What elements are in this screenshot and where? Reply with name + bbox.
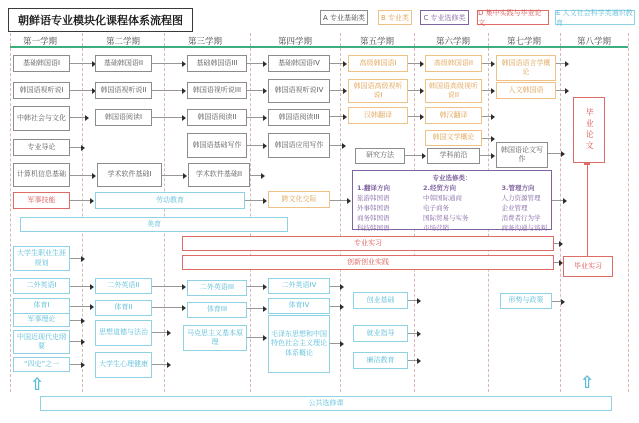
flow-arrow: [247, 337, 266, 338]
course-situation-policy: 形势与政策: [500, 293, 552, 309]
course-korean-literature-intro: 韩国文学概论: [425, 130, 482, 146]
flow-arrow: [408, 360, 420, 361]
flow-arrow: [408, 90, 423, 91]
semester-header-5: 第五学期: [359, 37, 394, 47]
flow-arrow: [408, 333, 420, 334]
semester-header-7: 第七学期: [506, 37, 541, 47]
course-employment-guidance: 就业指导: [353, 325, 408, 342]
flow-arrow: [70, 258, 84, 259]
flow-arrow: [482, 63, 494, 64]
course-basic-korean-2: 基础韩国语II: [95, 55, 152, 72]
flow-arrow: [70, 147, 84, 148]
flow-arrow: [152, 364, 170, 365]
flow-arrow: [405, 155, 425, 156]
elective-translation-track: 1.翻译方向 旅游韩国语 外事韩国语 商务韩国语 科技韩国语: [357, 184, 390, 232]
course-korean-reading-2: 韩国语阅读II: [187, 109, 247, 126]
course-advanced-korean-2: 高级韩国语II: [425, 55, 482, 72]
course-moral-rule-of-law: 思想道德与法治: [95, 320, 152, 346]
course-marxism-principles: 马克思主义基本原理: [183, 325, 247, 351]
course-research-methods: 研究方法: [355, 148, 405, 164]
course-chinese-korean-translation: 汉韩翻译: [348, 107, 408, 124]
elective-directions-box: [352, 170, 552, 230]
course-korean-basic-writing: 韩国语基础写作: [187, 133, 247, 158]
course-major-intro: 专业导论: [13, 139, 70, 156]
course-academic-software-1: 学术软件基础I: [97, 163, 162, 187]
course-advanced-korean-av-1: 韩国语高级视听说I: [348, 79, 408, 103]
course-integrity-education: 廉洁教育: [353, 352, 408, 369]
flow-arrow: [482, 138, 494, 139]
flow-arrow: [330, 116, 346, 117]
elective-trade-track: 2.经贸方向 中韩国际通商 电子商务 国际贸易与实务 市场营销: [423, 184, 469, 232]
flow-arrow: [247, 90, 266, 91]
course-pe-3: 体育III: [187, 302, 247, 318]
course-college-mental-health: 大学生心理健康: [95, 352, 152, 378]
flow-arrow: [330, 306, 343, 307]
flow-arrow: [152, 90, 185, 91]
flow-arrow: [247, 117, 266, 118]
up-arrow-icon: ⇧: [30, 375, 45, 395]
semester-header-2: 第二学期: [105, 37, 140, 47]
flow-arrow: [548, 153, 564, 154]
flow-arrow: [330, 90, 346, 91]
professional-internship-bar: 专业实习: [182, 236, 554, 251]
flow-arrow: [552, 301, 564, 302]
flow-arrow: [70, 175, 95, 176]
course-basic-korean-1: 基础韩国语I: [13, 55, 70, 72]
course-china-korea-society-culture: 中韩社会与文化: [13, 106, 70, 131]
course-pe-1: 体育I: [13, 298, 70, 314]
flow-arrow: [247, 145, 266, 146]
course-korean-reading-3: 韩国语阅读III: [268, 109, 330, 126]
flow-arrow: [556, 63, 568, 64]
flow-arrow: [330, 200, 350, 201]
flow-arrow: [152, 286, 185, 287]
course-entrepreneurship-basics: 创业基础: [353, 292, 408, 309]
course-academic-software-2: 学术软件基础II: [188, 163, 250, 187]
semester-header-8: 第八学期: [576, 37, 611, 47]
flow-arrow: [70, 341, 84, 342]
course-second-english-4: 二外英语IV: [268, 278, 330, 294]
course-korean-thesis-writing: 韩国语论文写作: [496, 142, 548, 168]
course-pe-2: 体育II: [95, 300, 152, 316]
flow-arrow: [408, 116, 423, 117]
public-electives-bar: 公共选修课: [40, 396, 612, 411]
course-korean-av-2: 韩国语视听说II: [95, 82, 152, 99]
semester-header-3: 第三学期: [187, 37, 222, 47]
course-career-planning: 大学生职业生涯规划: [13, 246, 70, 271]
course-second-english-2: 二外英语II: [95, 278, 152, 294]
flow-arrow: [554, 262, 562, 263]
legend-item-d: D 集中实践与毕业论文: [477, 10, 549, 25]
flow-arrow: [70, 320, 84, 321]
course-pe-4: 体育IV: [268, 298, 330, 314]
flow-arrow: [247, 286, 266, 287]
legend-item-c: C 专业选修类: [420, 10, 469, 25]
course-military-skills: 军事技能: [13, 192, 70, 209]
course-aesthetic-education: 美育: [20, 217, 288, 232]
graduation-internship-box: 毕业实习: [563, 256, 613, 277]
legend-item-b: B 专业类: [378, 10, 412, 25]
flow-arrow: [552, 200, 566, 201]
flow-arrow: [408, 63, 423, 64]
semester-header-1: 第一学期: [22, 37, 57, 47]
course-humanities-korean: 人文韩国语: [496, 82, 556, 99]
course-advanced-korean-1: 高级韩国语I: [348, 55, 408, 72]
semester-divider: [250, 33, 251, 392]
flow-arrow: [152, 117, 185, 118]
semester-divider: [340, 33, 341, 392]
course-basic-korean-3: 基础韩国语III: [187, 55, 247, 72]
course-mao-thought: 毛泽东思想和中国特色社会主义理论体系概论: [268, 315, 330, 373]
flow-arrow: [554, 243, 562, 244]
flow-arrow: [330, 343, 343, 344]
semester-divider: [628, 33, 629, 392]
flow-arrow: [482, 90, 494, 91]
course-second-english-3: 二外英语III: [187, 280, 247, 296]
course-computer-info-basics: 计算机信息基础: [13, 163, 70, 187]
innovation-practice-bar: 创新创业实践: [182, 255, 554, 270]
page-title: 朝鲜语专业模块化课程体系流程图: [8, 8, 193, 32]
course-labor-education: 劳动教育: [95, 192, 245, 209]
flow-arrow: [70, 286, 93, 287]
course-korean-av-3: 韩国语视听说III: [187, 82, 247, 99]
semester-divider: [164, 33, 165, 392]
flow-arrow: [70, 117, 88, 118]
flow-arrow: [482, 116, 494, 117]
flow-arrow: [70, 90, 95, 91]
course-four-histories: “四史”之一: [13, 357, 70, 372]
up-arrow-icon: ⇧: [580, 373, 595, 393]
graduation-thesis-box: 毕业论文: [573, 97, 605, 163]
flow-arrow: [480, 155, 494, 156]
flow-arrow: [556, 90, 568, 91]
semester-header-4: 第四学期: [277, 37, 312, 47]
course-korean-av-4: 韩国语视听说IV: [268, 79, 330, 103]
flow-arrow: [330, 145, 345, 146]
course-korean-linguistics-intro: 韩国语语言学概论: [496, 55, 556, 81]
thesis-internship-connector: [587, 163, 588, 256]
course-korean-reading-1: 韩国语阅读I: [95, 109, 152, 126]
elective-columns: [357, 183, 547, 233]
flow-arrow: [247, 63, 266, 64]
legend-item-a: A 专业基础类: [320, 10, 368, 25]
course-advanced-korean-av-2: 韩国语高级视听说II: [425, 79, 482, 103]
course-discipline-frontiers: 学科前沿: [427, 148, 480, 164]
course-korean-chinese-translation: 韩汉翻译: [425, 107, 482, 124]
flow-arrow: [250, 175, 264, 176]
semester-divider: [560, 33, 561, 392]
flow-arrow: [70, 200, 93, 201]
flow-arrow: [330, 63, 346, 64]
course-korean-applied-writing: 韩国语应用写作: [268, 133, 330, 158]
flow-arrow: [70, 364, 84, 365]
flow-arrow: [162, 175, 186, 176]
course-military-theory: 军事理论: [13, 313, 70, 327]
elective-management-track: 3.管理方向 人力资源管理 企业管理 消费者行为学 商务沟通与谈判: [501, 184, 547, 232]
flow-arrow: [152, 63, 185, 64]
course-second-english-1: 二外英语I: [13, 278, 70, 294]
legend-item-e: E 人文社会科学类通识教育: [555, 10, 635, 25]
elective-title: 专业选修类：: [432, 174, 472, 182]
flow-arrow: [247, 308, 266, 309]
semester-header-6: 第六学期: [435, 37, 470, 47]
course-cross-cultural-communication: 跨文化交际: [268, 191, 330, 208]
course-modern-chinese-history: 中国近现代史纲要: [13, 330, 70, 354]
flow-arrow: [330, 286, 343, 287]
flow-arrow: [152, 332, 170, 333]
flow-arrow: [245, 200, 266, 201]
flow-arrow: [70, 63, 95, 64]
semester-divider: [10, 33, 11, 392]
course-korean-av-1: 韩国语视听说I: [13, 82, 70, 99]
flow-arrow: [70, 306, 93, 307]
flow-arrow: [152, 307, 185, 308]
course-basic-korean-4: 基础韩国语IV: [268, 55, 330, 72]
flow-arrow: [408, 300, 420, 301]
